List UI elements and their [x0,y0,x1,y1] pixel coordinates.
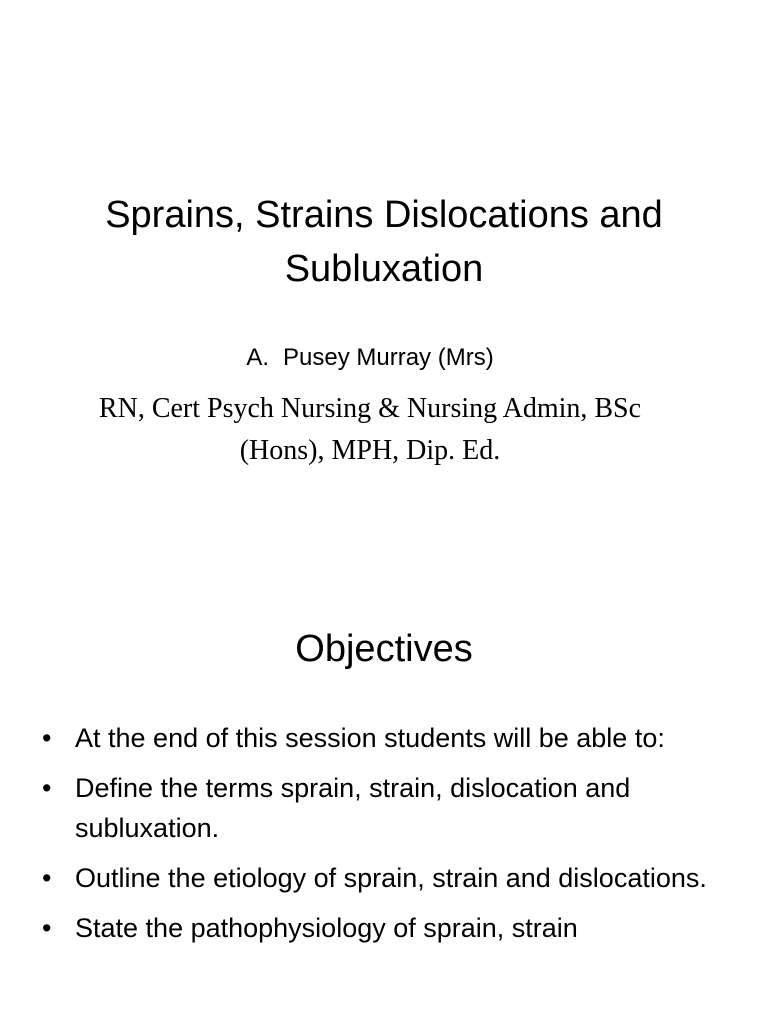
list-item-text: Outline the etiology of sprain, strain and dislocations. [75,863,707,893]
list-item [42,718,732,758]
author-list-number: A. [246,344,269,371]
list-item [42,768,732,848]
bullet-icon: • [42,913,52,943]
list-item-text: Define the terms sprain, strain, dislocation and subluxation. [75,773,631,843]
slide-title: Sprains, Strains Dislocations and Subluxation [105,194,663,290]
author-name: Pusey Murray (Mrs) [283,344,494,371]
objectives-list [42,718,732,958]
author-credentials: RN, Cert Psych Nursing & Nursing Admin, BSc (Hons), MPH, Dip. Ed. [98,393,642,466]
bullet-icon: • [42,773,52,803]
list-item-text: At the end of this session students will be able to: [75,723,665,753]
objectives-title: Objectives [295,628,473,670]
list-item [42,908,732,948]
bullet-icon: • [42,723,52,753]
list-item-text: State the pathophysiology of sprain, strain [75,913,578,943]
bullet-icon: • [42,863,52,893]
author-line [0,340,740,376]
objectives-slide [0,560,768,1024]
list-item [42,858,732,898]
